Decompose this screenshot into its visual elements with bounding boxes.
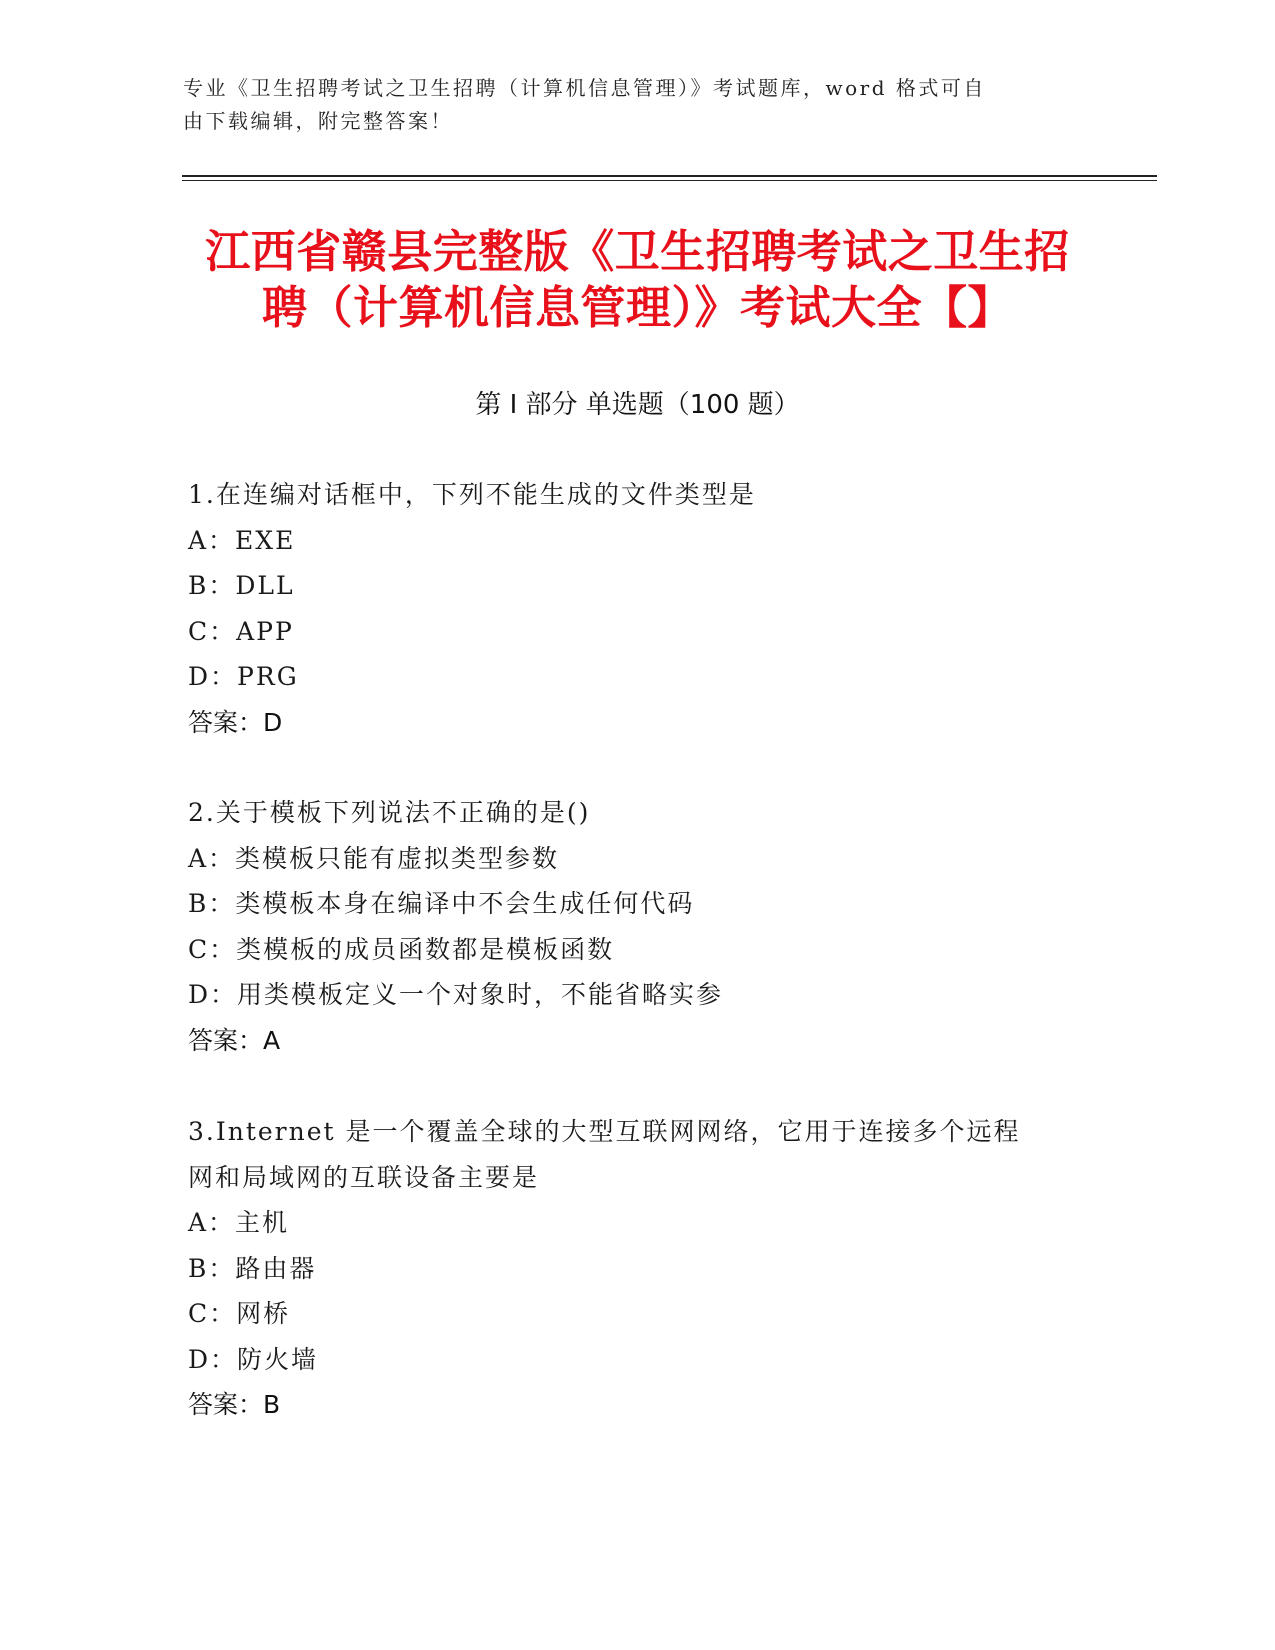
page-header: [183, 72, 1063, 138]
option-c: C：类模板的成员函数都是模板函数: [188, 934, 615, 964]
question: [188, 790, 1088, 1063]
question: [188, 472, 1088, 745]
option-b: B：路由器: [188, 1253, 317, 1283]
option-c: C：APP: [188, 616, 294, 646]
question-stem: [188, 1109, 1088, 1200]
title-line: 聘（计算机信息管理）》考试大全【】: [261, 281, 1013, 334]
stem-line: 2.关于模板下列说法不正确的是(): [188, 798, 591, 827]
section-heading: 第 I 部分 单选题（100 题）: [475, 390, 800, 420]
option-a: A：EXE: [188, 525, 296, 555]
option-d: D：防火墙: [188, 1344, 319, 1374]
option-a: A：类模板只能有虚拟类型参数: [188, 843, 560, 873]
option-a: A：主机: [188, 1208, 290, 1237]
document-title: [150, 224, 1125, 336]
option-d: D：用类模板定义一个对象时，不能省略实参: [188, 980, 724, 1009]
stem-line: 1.在连编对话框中，下列不能生成的文件类型是: [188, 480, 756, 509]
question: [188, 1109, 1088, 1428]
option-c: C：网桥: [188, 1299, 291, 1328]
header-line: 由下载编辑，附完整答案！: [183, 109, 453, 133]
question-stem: [188, 472, 1088, 518]
option-b: B：DLL: [188, 571, 295, 600]
answer: 答案：B: [188, 1390, 281, 1419]
header-rule-thin: [182, 180, 1157, 181]
answer: 答案：A: [188, 1025, 281, 1055]
question-stem: [188, 790, 1088, 836]
stem-line: 3.Internet 是一个覆盖全球的大型互联网网络，它用于连接多个远程: [188, 1117, 1021, 1146]
option-d: D：PRG: [188, 662, 299, 691]
option-b: B：类模板本身在编译中不会生成任何代码: [188, 889, 695, 918]
answer: 答案：D: [188, 707, 283, 737]
title-line: 江西省赣县完整版《卫生招聘考试之卫生招: [205, 225, 1070, 278]
header-rule: [182, 175, 1157, 177]
stem-line: 网和局域网的互联设备主要是: [188, 1162, 540, 1192]
header-line: 专业《卫生招聘考试之卫生招聘（计算机信息管理）》考试题库，word 格式可自: [183, 76, 986, 100]
